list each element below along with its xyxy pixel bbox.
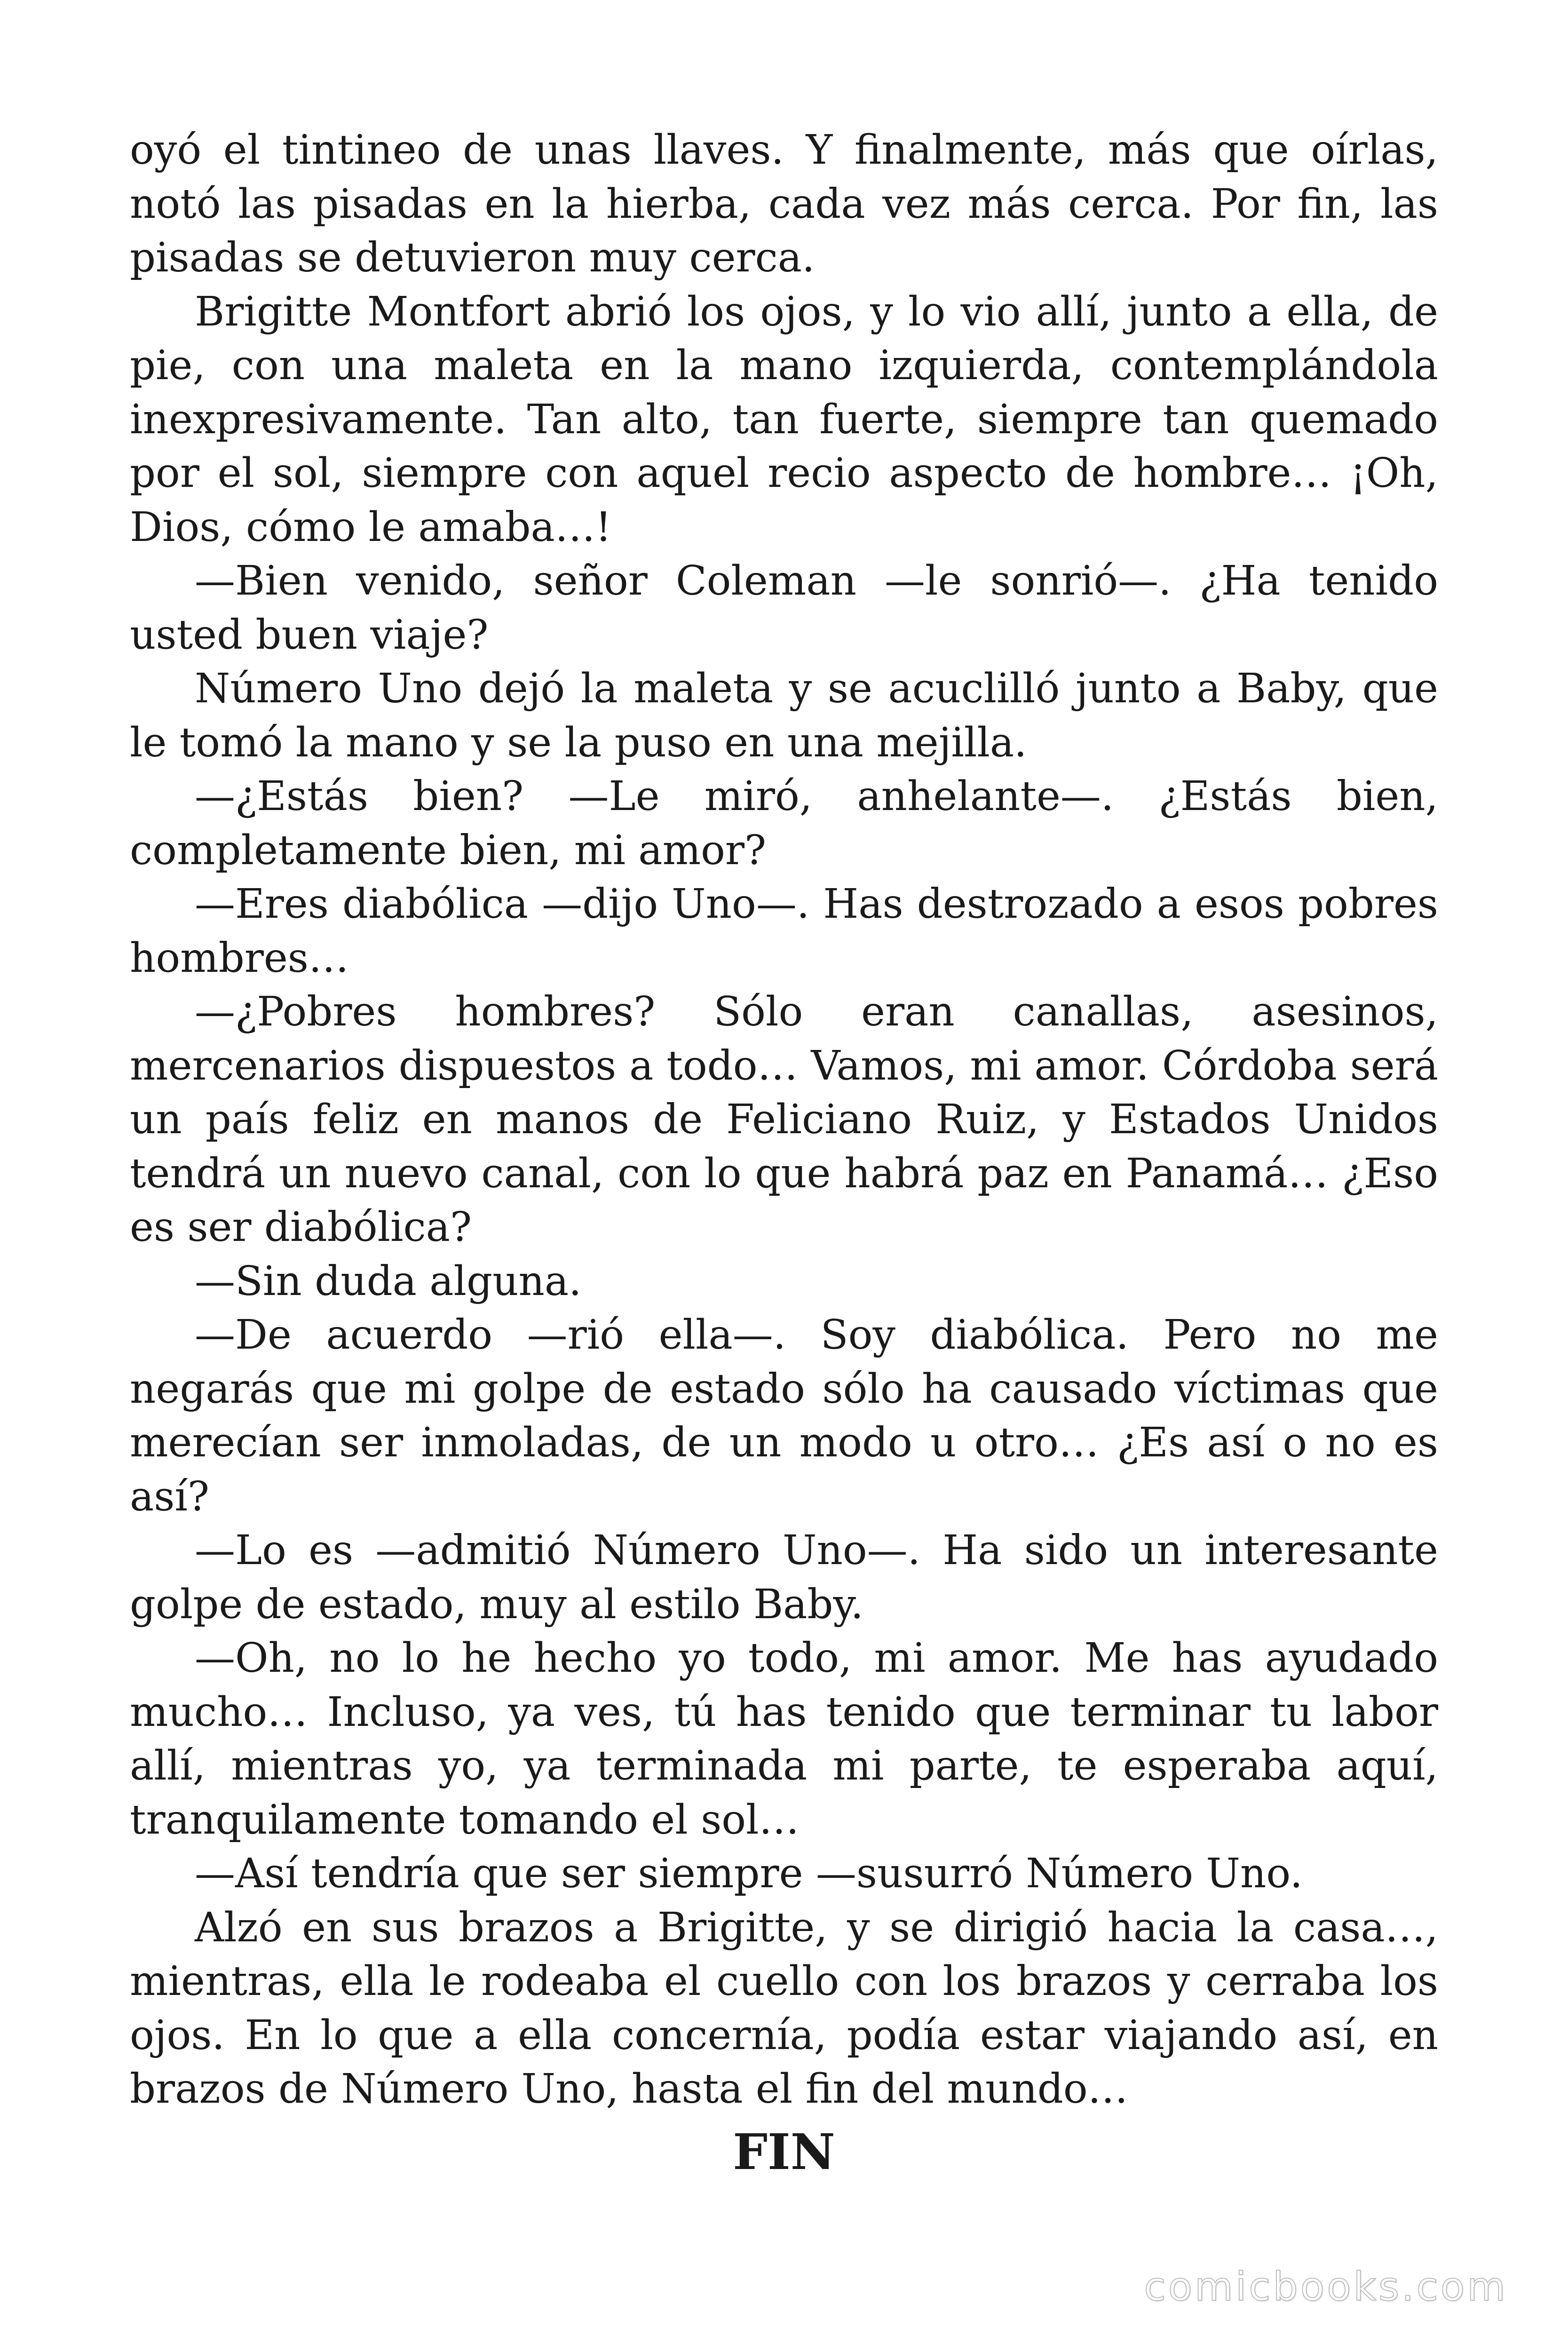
- ending-title: FIN: [733, 2123, 835, 2181]
- paragraph: oyó el tintineo de unas llaves. Y finalmente, más que oírlas, notó las pisadas en la hierba, cada vez más cerca. Por fin, las pisadas se detuvieron muy cerca.: [130, 127, 1438, 281]
- paragraph: Alzó en sus brazos a Brigitte, y se dirigió hacia la casa…, mientras, ella le rodeaba el cuello con los brazos y cerraba los ojos. En lo que a ella concernía, podía estar viajando así, en brazos de Número Uno, hasta el fin del mundo…: [130, 1904, 1438, 2113]
- paragraph: —¿Estás bien? —Le miró, anhelante—. ¿Estás bien, completamente bien, mi amor?: [130, 773, 1438, 874]
- body-text: [130, 123, 1438, 2116]
- watermark: comicbooks.com: [1144, 2264, 1508, 2310]
- paragraph: —Eres diabólica —dijo Uno—. Has destrozado a esos pobres hombres…: [130, 881, 1438, 982]
- paragraph: —Sin duda alguna.: [195, 1257, 582, 1305]
- paragraph: —De acuerdo —rió ella—. Soy diabólica. Pero no me negarás que mi golpe de estado sólo ha causado víctimas que merecían ser inmoladas, de un modo u otro… ¿Es así o no es así?: [130, 1311, 1438, 1520]
- paragraph: —Lo es —admitió Número Uno—. Ha sido un interesante golpe de estado, muy al estilo Baby.: [130, 1527, 1438, 1628]
- paragraph: Brigitte Montfort abrió los ojos, y lo vio allí, junto a ella, de pie, con una maleta en la mano izquierda, contemplándola inexpresivamente. Tan alto, tan fuerte, siempre tan quemado por el sol, siempre con aquel recio aspecto de hombre… ¡Oh, Dios, cómo le amaba…!: [130, 288, 1438, 551]
- paragraph: —Así tendría que ser siempre —susurró Número Uno.: [195, 1850, 1303, 1897]
- paragraph: —Oh, no lo he hecho yo todo, mi amor. Me has ayudado mucho… Incluso, ya ves, tú has tenido que terminar tu labor allí, mientras yo, ya terminada mi parte, te esperaba aquí, tranquilamente tomando el sol…: [130, 1635, 1438, 1843]
- paragraph: —¿Pobres hombres? Sólo eran canallas, asesinos, mercenarios dispuestos a todo… Vamos, mi amor. Córdoba será un país feliz en manos de Feliciano Ruiz, y Estados Unidos tendrá un nuevo canal, con lo que habrá paz en Panamá… ¿Eso es ser diabólica?: [130, 988, 1438, 1251]
- paragraph: Número Uno dejó la maleta y se acuclilló junto a Baby, que le tomó la mano y se la puso en una mejilla.: [130, 665, 1438, 766]
- paragraph: —Bien venido, señor Coleman —le sonrió—. ¿Ha tenido usted buen viaje?: [130, 557, 1438, 659]
